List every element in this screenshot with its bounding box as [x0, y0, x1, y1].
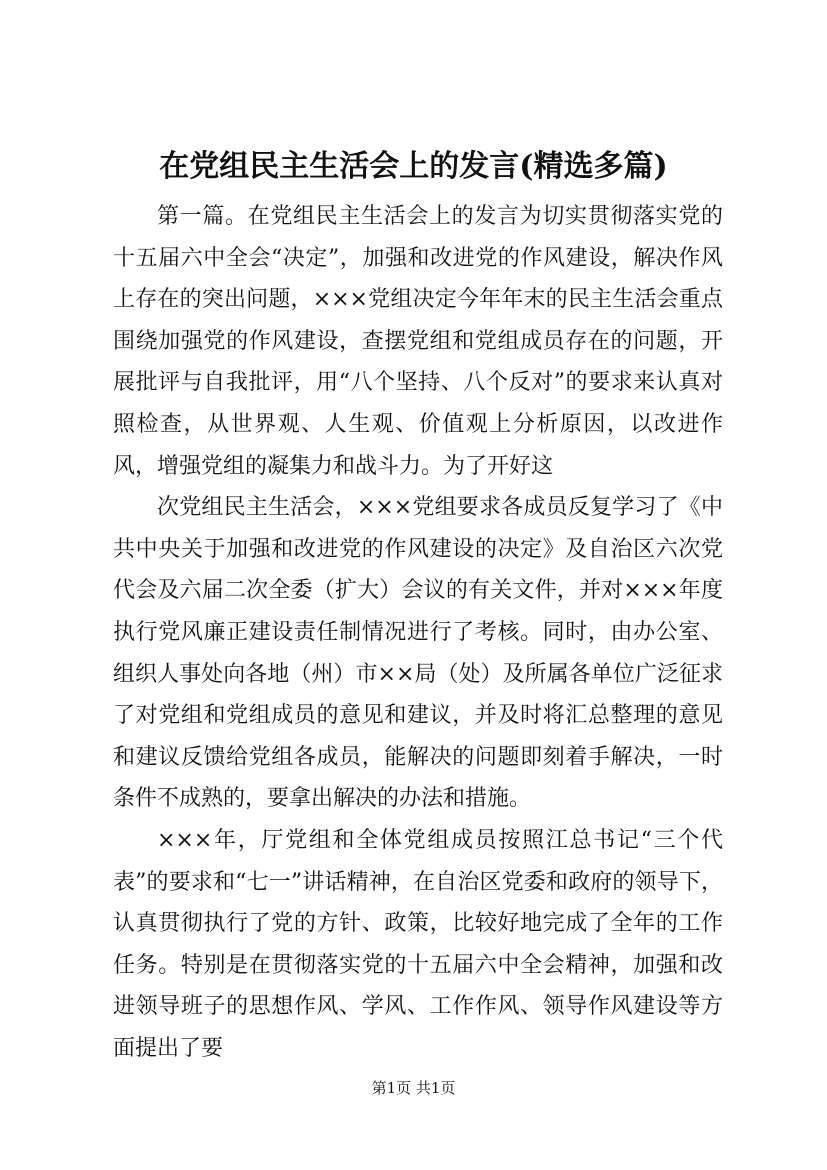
paragraph-3: ×××年，厅党组和全体党组成员按照江总书记“三个代表”的要求和“七一”讲话精神，在自治区党委和政府的领导下，认真贯彻执行了党的方针、政策，比较好地完成了全年的工作任务。特别是在贯彻落实党的十五届六中全会精神，加强和改进领导班子的思想作风、学风、工作作风、领导作风建设等方面提出了要 [113, 827, 723, 1061]
page-footer: 第1页 共1页 [371, 1079, 456, 1097]
document-body [113, 196, 723, 1069]
paragraph-1: 第一篇。在党组民主生活会上的发言为切实贯彻落实党的十五届六中全会“决定”，加强和改进党的作风建设，解决作风上存在的突出问题，×××党组决定今年年末的民主生活会重点围绕加强党的作风建设，查摆党组和党组成员存在的问题，开展批评与自我批评，用“八个坚持、八个反对”的要求来认真对照检查，从世界观、人生观、价值观上分析原因，以改进作风，增强党组的凝集力和战斗力。为了开好这 [113, 204, 723, 479]
paragraph-2: 次党组民主生活会，×××党组要求各成员反复学习了《中共中央关于加强和改进党的作风建设的决定》及自治区六次党代会及六届二次全委（扩大）会议的有关文件，并对×××年度执行党风廉正建设责任制情况进行了考核。同时，由办公室、组织人事处向各地（州）市××局（处）及所属各单位广泛征求了对党组和党组成员的意见和建议，并及时将汇总整理的意见和建议反馈给党组各成员，能解决的问题即刻着手解决，一时条件不成熟的，要拿出解决的办法和措施。 [113, 495, 723, 812]
document-title: 在党组民主生活会上的发言(精选多篇) [159, 149, 668, 184]
